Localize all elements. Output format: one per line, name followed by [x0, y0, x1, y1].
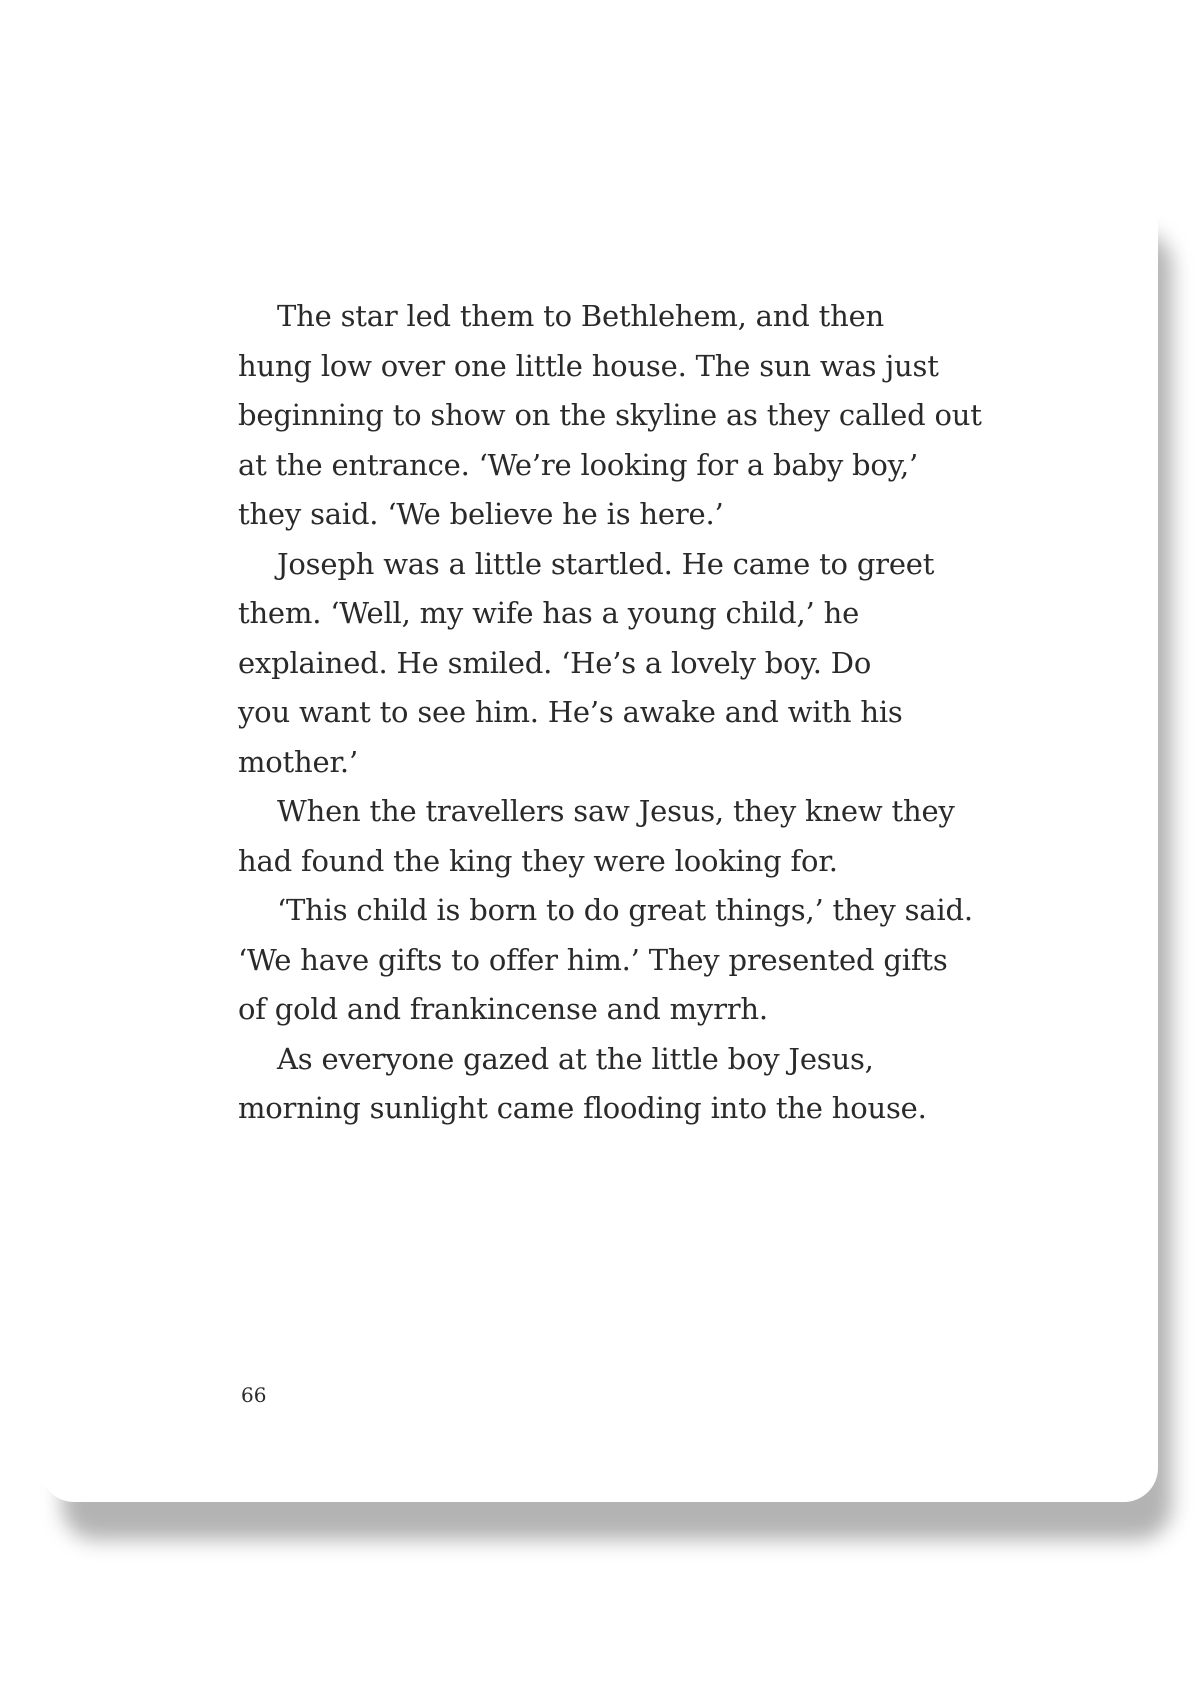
text-line: The star led them to Bethlehem, and then	[277, 299, 885, 333]
text-line: beginning to show on the skyline as they called out	[238, 398, 982, 432]
text-line: at the entrance. ‘We’re looking for a baby boy,’	[238, 447, 919, 482]
text-line: mother.’	[238, 744, 358, 779]
text-line: ‘This child is born to do great things,’ they said.	[277, 893, 973, 927]
text-line: explained. He smiled. ‘He’s a lovely boy. Do	[238, 645, 872, 680]
text-line: As everyone gazed at the little boy Jesus,	[277, 1041, 874, 1076]
text-line: hung low over one little house. The sun was just	[238, 348, 939, 383]
text-line: you want to see him. He’s awake and with his	[238, 695, 903, 729]
text-line: of gold and frankincense and myrrh.	[238, 992, 768, 1026]
text-line: had found the king they were looking for.	[238, 843, 838, 878]
text-line: they said. ‘We believe he is here.’	[238, 497, 724, 531]
page-number: 66	[241, 1383, 267, 1407]
text-line: When the travellers saw Jesus, they knew they	[277, 794, 955, 828]
text-line: morning sunlight came flooding into the house.	[238, 1091, 927, 1125]
text-line: ‘We have gifts to offer him.’ They presented gifts	[238, 942, 948, 977]
text-line: them. ‘Well, my wife has a young child,’ he	[238, 596, 860, 630]
story-text	[238, 292, 998, 1134]
text-line: Joseph was a little startled. He came to greet	[277, 546, 935, 581]
